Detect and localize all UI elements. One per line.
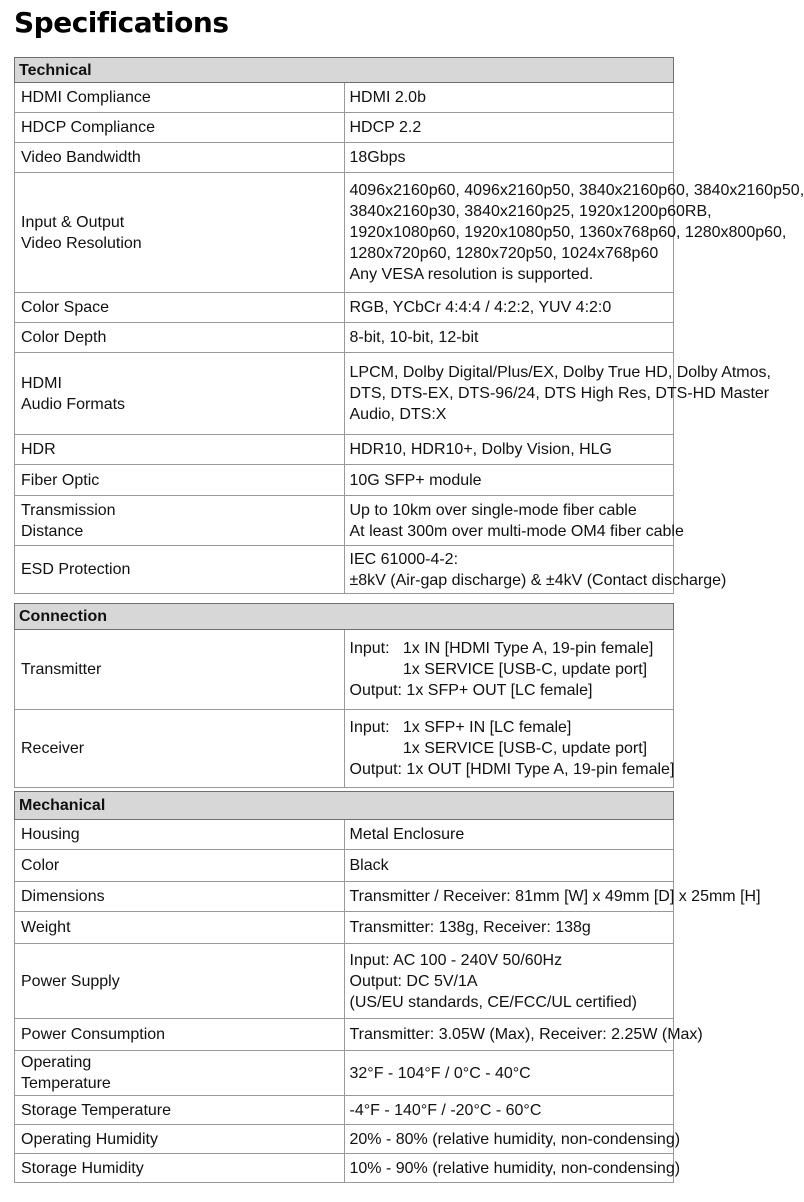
- spec-value-line: 4096x2160p60, 4096x2160p50, 3840x2160p60, 3840x2160p50,: [349, 182, 804, 199]
- spec-value: [344, 1019, 703, 1051]
- spec-value: [344, 435, 674, 465]
- spec-value-line: 1920x1080p60, 1920x1080p50, 1360x768p60, 1280x800p60,: [349, 224, 787, 241]
- spec-label: Fiber Optic: [15, 465, 345, 496]
- spec-row-storage-humidity: [15, 1154, 674, 1183]
- page-title: Specifications: [14, 6, 229, 39]
- spec-value-line: Transmitter / Receiver: 81mm [W] x 49mm [D] x 25mm [H]: [349, 888, 761, 905]
- spec-value-line: ±8kV (Air-gap discharge) & ±4kV (Contact discharge): [349, 571, 727, 589]
- spec-label: Power Consumption: [15, 1019, 345, 1051]
- spec-value: [344, 1125, 681, 1154]
- spec-value-line: Input: AC 100 - 240V 50/60Hz: [349, 951, 563, 969]
- spec-label: ESD Protection: [15, 546, 345, 594]
- spec-value-line: At least 300m over multi-mode OM4 fiber cable: [349, 522, 684, 540]
- spec-row-transmission-distance: [15, 496, 674, 546]
- spec-row-hdmi-compliance: [15, 83, 674, 113]
- spec-row-fiber-optic: [15, 465, 674, 496]
- spec-value-line: 32°F - 104°F / 0°C - 40°C: [349, 1064, 531, 1082]
- spec-value: [344, 83, 674, 113]
- spec-value: [344, 1096, 674, 1125]
- spec-label-full: [21, 542, 22, 543]
- spec-label: HDMI Compliance: [15, 83, 345, 113]
- spec-value-line: 18Gbps: [349, 149, 406, 166]
- spec-label: Storage Humidity: [15, 1154, 345, 1183]
- spec-value-line: Transmitter: 138g, Receiver: 138g: [349, 919, 591, 936]
- spec-value-line: Any VESA resolution is supported.: [349, 266, 594, 283]
- spec-label: [15, 496, 345, 546]
- spec-value-line: 8-bit, 10-bit, 12-bit: [349, 329, 479, 346]
- spec-label: Housing: [15, 820, 345, 850]
- spec-row-esd-protection: [15, 546, 674, 594]
- spec-value-line: 10G SFP+ module: [349, 471, 482, 489]
- spec-row-receiver: [15, 710, 674, 788]
- spec-value-line: 1x SERVICE [USB-C, update port]: [349, 661, 648, 678]
- spec-label: Operating Humidity: [15, 1125, 345, 1154]
- spec-value-line: HDCP 2.2: [349, 119, 422, 136]
- spec-value-line: Transmitter: 3.05W (Max), Receiver: 2.25W (Max): [349, 1026, 703, 1043]
- spec-value: [344, 353, 771, 435]
- spec-value: [344, 496, 684, 546]
- spec-label-line: HDMI: [21, 374, 62, 392]
- spec-label: [15, 1051, 345, 1096]
- spec-value: [344, 1154, 681, 1183]
- section-heading: Connection: [15, 604, 674, 630]
- spec-value-line: Black: [349, 857, 389, 874]
- spec-label: Color: [15, 850, 345, 882]
- spec-label-full: [21, 254, 22, 255]
- mechanical-table: [14, 791, 761, 1183]
- spec-label-line: Transmission: [21, 501, 116, 519]
- spec-value-line: Audio, DTS:X: [349, 406, 447, 423]
- spec-value-line: RGB, YCbCr 4:4:4 / 4:2:2, YUV 4:2:0: [349, 299, 612, 316]
- spec-label: Transmitter: [15, 630, 345, 710]
- connection-section-header: [15, 604, 674, 630]
- technical-table: [14, 57, 804, 594]
- spec-value: [344, 630, 674, 710]
- spec-value: [344, 113, 674, 143]
- spec-value-line: Output: 1x SFP+ OUT [LC female]: [349, 682, 593, 699]
- spec-row-hdmi-audio-formats: [15, 353, 674, 435]
- spec-value-line: Metal Enclosure: [349, 826, 465, 843]
- spec-label-line: Input & Output: [21, 213, 125, 231]
- spec-value-line: 3840x2160p30, 3840x2160p25, 1920x1200p60RB,: [349, 203, 712, 220]
- spec-value-line: HDR10, HDR10+, Dolby Vision, HLG: [349, 441, 612, 458]
- spec-value: [344, 882, 761, 912]
- spec-row-operating-humidity: [15, 1125, 674, 1154]
- spec-label: Receiver: [15, 710, 345, 788]
- spec-row-storage-temperature: [15, 1096, 674, 1125]
- spec-row-input-output-video-resolution: [15, 173, 674, 293]
- spec-value: [344, 143, 674, 173]
- spec-label: Color Space: [15, 293, 345, 323]
- spec-label: HDCP Compliance: [15, 113, 345, 143]
- section-heading: Mechanical: [15, 792, 674, 820]
- spec-value: [344, 1051, 674, 1096]
- spec-label: HDR: [15, 435, 345, 465]
- spec-row-hdcp-compliance: [15, 113, 674, 143]
- spec-value-line: LPCM, Dolby Digital/Plus/EX, Dolby True HD, Dolby Atmos,: [349, 364, 771, 381]
- spec-row-hdr: [15, 435, 674, 465]
- spec-value: [344, 820, 674, 850]
- mechanical-section-header: [15, 792, 674, 820]
- spec-value-line: 10% - 90% (relative humidity, non-condensing): [349, 1159, 681, 1177]
- spec-value: [344, 912, 674, 944]
- spec-value: [344, 465, 674, 496]
- spec-value-line: Up to 10km over single-mode fiber cable: [349, 501, 637, 519]
- spec-label: [15, 353, 345, 435]
- spec-row-video-bandwidth: [15, 143, 674, 173]
- spec-value-line: Input: 1x SFP+ IN [LC female]: [349, 719, 572, 736]
- spec-label-line: Distance: [21, 522, 84, 540]
- spec-label-line: Audio Formats: [21, 395, 126, 413]
- spec-value-line: 1x SERVICE [USB-C, update port]: [349, 740, 648, 757]
- spec-label: Color Depth: [15, 323, 345, 353]
- spec-label: Power Supply: [15, 944, 345, 1019]
- spec-value: [344, 173, 804, 293]
- spec-value: [344, 850, 674, 882]
- spec-value: [344, 323, 674, 353]
- spec-label: Weight: [15, 912, 345, 944]
- spec-row-color: [15, 850, 674, 882]
- spec-value-line: Input: 1x IN [HDMI Type A, 19-pin female]: [349, 640, 654, 657]
- spec-row-power-supply: [15, 944, 674, 1019]
- spec-label: Video Bandwidth: [15, 143, 345, 173]
- spec-value-line: 20% - 80% (relative humidity, non-condensing): [349, 1130, 681, 1148]
- spec-row-color-depth: [15, 323, 674, 353]
- spec-value-line: -4°F - 140°F / -20°C - 60°C: [349, 1101, 542, 1119]
- spec-row-dimensions: [15, 882, 674, 912]
- spec-value-line: (US/EU standards, CE/FCC/UL certified): [349, 993, 637, 1011]
- spec-row-power-consumption: [15, 1019, 674, 1051]
- spec-label-line: Operating: [21, 1054, 92, 1071]
- spec-value: [344, 293, 674, 323]
- spec-value-line: Output: 1x OUT [HDMI Type A, 19-pin female]: [349, 761, 675, 778]
- spec-value-line: DTS, DTS-EX, DTS-96/24, DTS High Res, DTS-HD Master: [349, 385, 770, 402]
- spec-label-full: [21, 415, 22, 416]
- spec-label: Dimensions: [15, 882, 345, 912]
- section-heading: Technical: [15, 58, 674, 83]
- spec-label-line: Video Resolution: [21, 234, 142, 252]
- spec-row-color-space: [15, 293, 674, 323]
- spec-value: [344, 710, 674, 788]
- spec-label: Storage Temperature: [15, 1096, 345, 1125]
- connection-table: [14, 603, 674, 788]
- spec-label: [15, 173, 345, 293]
- spec-value: [344, 546, 727, 594]
- spec-label-line: Temperature: [21, 1075, 111, 1092]
- technical-section-header: [15, 58, 674, 83]
- spec-row-weight: [15, 912, 674, 944]
- spec-row-housing: [15, 820, 674, 850]
- spec-value-line: 1280x720p60, 1280x720p50, 1024x768p60: [349, 245, 659, 262]
- spec-row-operating-temperature: [15, 1051, 674, 1096]
- spec-value-line: IEC 61000-4-2:: [349, 550, 459, 568]
- spec-value-line: HDMI 2.0b: [349, 89, 426, 106]
- spec-value-line: Output: DC 5V/1A: [349, 972, 478, 990]
- spec-value: [344, 944, 674, 1019]
- spec-row-transmitter: [15, 630, 674, 710]
